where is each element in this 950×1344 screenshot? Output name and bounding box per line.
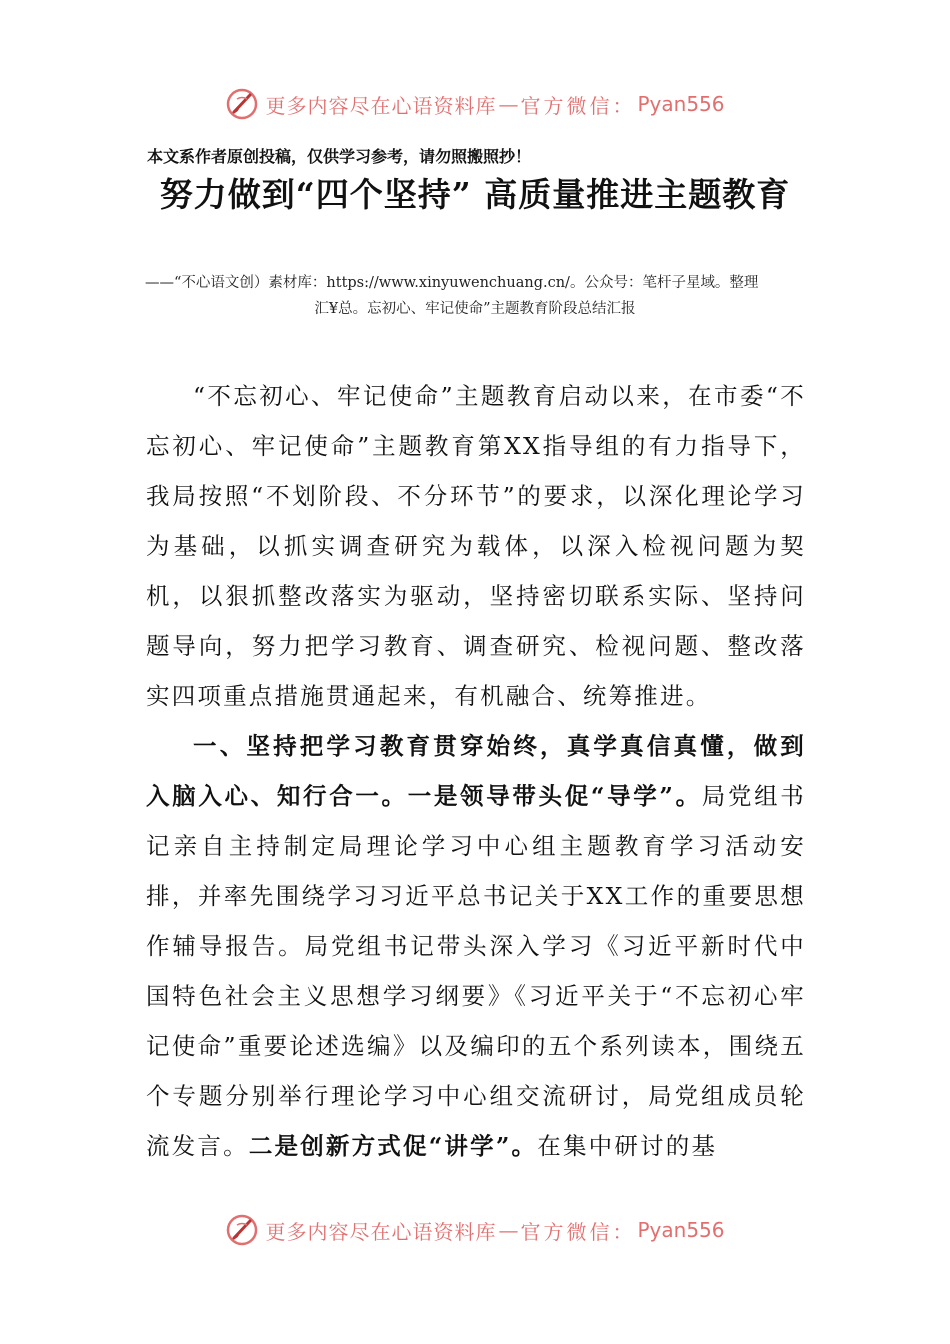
section-1-heading: 一、坚持把学习教育贯穿始终，真学真信真懂，做到入脑入心、知行合一。 xyxy=(146,732,806,810)
point-2-text: 在集中研讨的基 xyxy=(537,1132,718,1160)
point-2-heading: 二是创新方式促“讲学”。 xyxy=(248,1132,538,1160)
footer-banner xyxy=(0,1210,950,1250)
copyright-notice: 本文系作者原创投稿，仅供学习参考，请勿照搬照抄！ xyxy=(147,147,532,166)
banner-wechat-id: Pyan556 xyxy=(637,1218,725,1242)
banner-label: 官方微信： xyxy=(520,93,636,118)
source-line-2: 汇¥总。忘初心、牢记使命”主题教育阶段总结汇报 xyxy=(314,301,636,317)
banner-wechat-id: Pyan556 xyxy=(637,92,725,116)
banner-text: 更多内容尽在心语资料库 xyxy=(265,1219,497,1244)
intro-paragraph: “不忘初心、牢记使命”主题教育启动以来，在市委“不忘初心、牢记使命”主题教育第XX指导组的有力指导下，我局按照“不划阶段、不分环节”的要求，以深化理论学习为基础，以抓实调查研究为载体，以深入检视问题为契机，以狠抓整改落实为驱动，坚持密切联系实际、坚持问题导向，努力把学习教育、调查研究、检视问题、整改落实四项重点措施贯通起来，有机融合、统筹推进。 xyxy=(146,382,806,710)
document-title: 努力做到“四个坚持” 高质量推进主题教育 xyxy=(159,175,791,214)
source-line-1: ——“不心语文创）素材库：https://www.xinyuwenchuang.cn/。公众号：笔杆子星域。整理 xyxy=(145,275,759,291)
point-1-heading: 一是领导带头促“导学”。 xyxy=(407,782,702,810)
section-1-paragraph xyxy=(146,721,806,1171)
brush-logo-icon xyxy=(225,87,259,121)
banner-label: 官方微信： xyxy=(520,1219,636,1244)
banner-dash: — xyxy=(498,92,519,116)
banner-dash: — xyxy=(498,1218,519,1242)
brush-logo-icon xyxy=(225,1213,259,1247)
banner-text: 更多内容尽在心语资料库 xyxy=(265,93,497,118)
header-banner xyxy=(0,84,950,124)
point-1-text: 局党组书记亲自主持制定局理论学习中心组主题教育学习活动安排，并率先围绕学习习近平总书记关于XX工作的重要思想作辅导报告。局党组书记带头深入学习《习近平新时代中国特色社会主义思想学习纲要》《习近平关于“不忘初心牢记使命”重要论述选编》以及编印的五个系列读本，围绕五个专题分别举行理论学习中心组交流研讨，局党组成员轮流发言。 xyxy=(146,782,806,1160)
document-body xyxy=(146,371,806,1171)
source-attribution xyxy=(140,270,810,322)
